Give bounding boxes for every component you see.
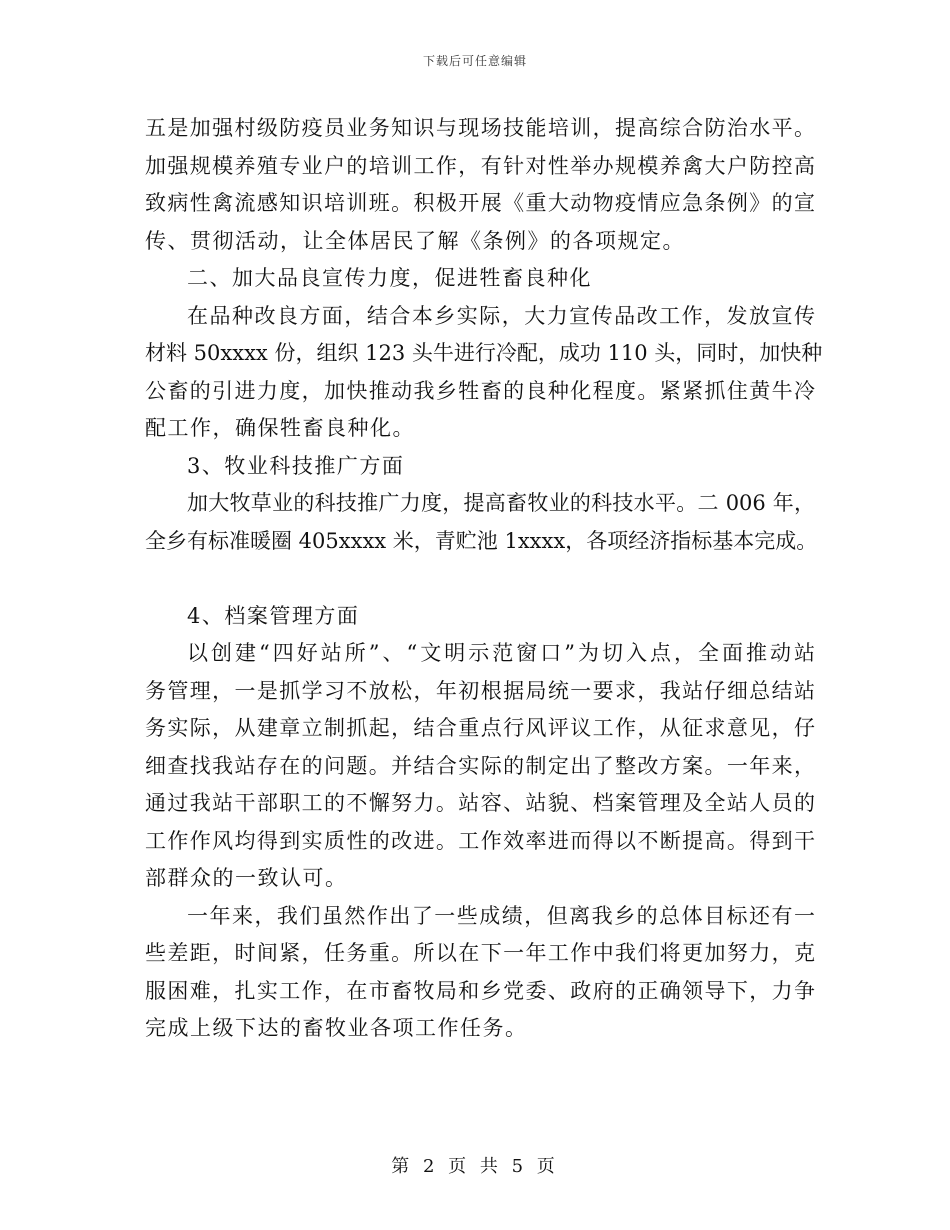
paragraph-gap [145,560,815,598]
section-heading: 3、牧业科技推广方面 [187,453,405,478]
paragraph-line: 致病性禽流感知识培训班。积极开展《重大动物疫情应急条例》的宣 [145,191,815,215]
paragraph-line: 配工作，确保牲畜良种化。 [145,416,415,440]
paragraph-line: 服困难，扎实工作，在市畜牧局和乡党委、政府的正确领导下，力争 [145,978,815,1003]
paragraph-line: 完成上级下达的畜牧业各项工作任务。 [145,1016,528,1040]
page-header-note: 下载后可任意编辑 [422,54,527,68]
section-heading: 4、档案管理方面 [187,603,360,628]
document-body [145,110,823,1048]
paragraph-line: 五是加强村级防疫员业务知识与现场技能培训，提高综合防治水平。 [145,116,815,140]
paragraph-line: 些差距，时间紧，任务重。所以在下一年工作中我们将更加努力，克 [145,941,815,965]
paragraph-line: 细查找我站存在的问题。并结合实际的制定出了整改方案。一年来， [145,753,815,778]
paragraph-line: 务管理，一是抓学习不放松，年初根据局统一要求，我站仔细总结站 [145,678,815,703]
page-number: 第 2 页 共 5 页 [391,1156,559,1177]
paragraph-line: 工作作风均得到实质性的改进。工作效率进而得以不断提高。得到干 [145,828,815,853]
paragraph-line: 材料 50xxxx 份，组织 123 头牛进行冷配，成功 110 头，同时，加快种 [145,341,823,365]
section-heading: 二、加大品良宣传力度，促进牲畜良种化 [187,266,592,290]
paragraph-line: 一年来，我们虽然作出了一些成绩，但离我乡的总体目标还有一 [187,903,815,928]
paragraph-line: 加强规模养殖专业户的培训工作，有针对性举办规模养禽大户防控高 [145,153,815,178]
paragraph-line: 公畜的引进力度，加快推动我乡牲畜的良种化程度。紧紧抓住黄牛冷 [145,378,815,403]
paragraph-line: 加大牧草业的科技推广力度，提高畜牧业的科技水平。二 006 年， [187,491,815,515]
paragraph-line: 务实际，从建章立制抓起，结合重点行风评议工作，从征求意见，仔 [145,716,815,740]
paragraph-line: 在品种改良方面，结合本乡实际，大力宣传品改工作，发放宣传 [187,303,815,328]
paragraph-line: 部群众的一致认可。 [145,866,348,890]
paragraph-line: 以创建“四好站所”、“文明示范窗口”为切入点，全面推动站 [187,641,815,665]
paragraph-line: 通过我站干部职工的不懈努力。站容、站貌、档案管理及全站人员的 [145,791,815,815]
paragraph-line: 全乡有标准暖圈 405xxxx 米，青贮池 1xxxx，各项经济指标基本完成。 [145,528,818,553]
paragraph-line: 传、贯彻活动，让全体居民了解《条例》的各项规定。 [145,228,685,253]
